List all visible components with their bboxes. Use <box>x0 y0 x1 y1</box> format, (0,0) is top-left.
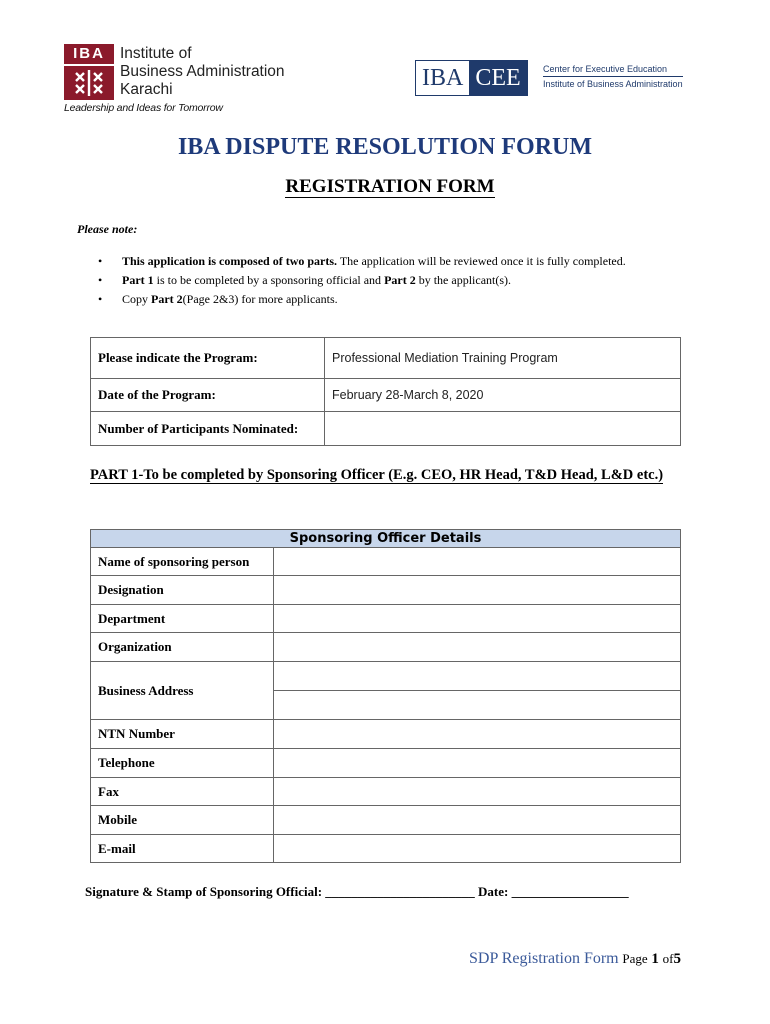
note-text: is to be completed by a sponsoring official and <box>153 273 385 287</box>
iba-name-line: Business Administration <box>120 63 285 80</box>
participants-field[interactable] <box>325 412 681 446</box>
footer-of-word: of <box>662 951 674 966</box>
sponsor-row <box>91 633 681 662</box>
sponsor-table <box>90 529 681 863</box>
cee-line2: Institute of Business Administration <box>543 76 683 91</box>
note-text: (Page 2&3) for more applicants. <box>182 292 338 306</box>
note-bold: Part 2 <box>151 292 183 306</box>
sponsor-label: E-mail <box>91 835 274 863</box>
sponsor-row <box>91 662 681 691</box>
iba-tagline: Leadership and Ideas for Tomorrow <box>64 102 223 114</box>
cee-line1: Center for Executive Education <box>543 64 668 74</box>
sponsor-label: Fax <box>91 778 274 806</box>
department-field[interactable] <box>274 605 681 633</box>
iba-emblem <box>64 44 114 100</box>
ntn-field[interactable] <box>274 720 681 749</box>
sponsor-label: Department <box>91 605 274 633</box>
business-address-field-1[interactable] <box>274 662 681 691</box>
email-field[interactable] <box>274 835 681 863</box>
sponsor-row <box>91 576 681 605</box>
participants-label: Number of Participants Nominated: <box>91 412 325 446</box>
program-value[interactable]: Professional Mediation Training Program <box>325 338 681 379</box>
part1-heading <box>90 466 690 485</box>
iba-emblem-pattern <box>64 66 114 100</box>
sponsor-row <box>91 605 681 633</box>
note-bold: This application is composed of two parts. <box>122 254 338 268</box>
footer-form-name: SDP Registration Form <box>468 950 619 967</box>
sponsor-label: NTN Number <box>91 720 274 749</box>
cee-logo-iba: IBA <box>416 61 469 95</box>
business-address-field-2[interactable] <box>274 691 681 720</box>
note-item <box>98 290 626 309</box>
cee-logo <box>415 60 685 96</box>
telephone-field[interactable] <box>274 749 681 778</box>
mobile-field[interactable] <box>274 806 681 835</box>
cee-logo-text <box>543 63 683 91</box>
cee-logo-box <box>415 60 528 96</box>
note-bold: Part 2 <box>384 273 416 287</box>
note-bold: Part 1 <box>122 273 154 287</box>
note-heading: Please note: <box>77 222 138 236</box>
sponsor-row <box>91 806 681 835</box>
sponsor-label: Business Address <box>91 662 274 720</box>
program-label: Please indicate the Program: <box>91 338 325 379</box>
note-item <box>98 271 626 290</box>
sponsor-row <box>91 548 681 576</box>
iba-logo <box>64 42 304 114</box>
program-row <box>91 338 681 379</box>
program-row <box>91 379 681 412</box>
footer-page-word: Page <box>622 951 648 966</box>
iba-emblem-text: IBA <box>64 44 114 64</box>
sponsor-header-row <box>91 530 681 548</box>
notes-list <box>98 252 626 309</box>
sponsor-row <box>91 720 681 749</box>
sponsor-label: Designation <box>91 576 274 605</box>
program-row <box>91 412 681 446</box>
organization-field[interactable] <box>274 633 681 662</box>
cee-logo-cee: CEE <box>469 61 526 95</box>
signature-line[interactable]: Signature & Stamp of Sponsoring Official: _______________________ Date: __________________ <box>85 884 629 899</box>
note-item <box>98 252 626 271</box>
note-text: The application will be reviewed once it is fully completed. <box>337 254 626 268</box>
sponsor-row <box>91 778 681 806</box>
sponsor-table-header: Sponsoring Officer Details <box>91 530 681 548</box>
program-date-value[interactable]: February 28-March 8, 2020 <box>325 379 681 412</box>
designation-field[interactable] <box>274 576 681 605</box>
sponsor-label: Mobile <box>91 806 274 835</box>
note-text: Copy <box>122 292 152 306</box>
iba-name-line: Institute of <box>120 45 192 62</box>
page-title: IBA DISPUTE RESOLUTION FORUM <box>177 134 593 160</box>
page-footer <box>469 950 681 968</box>
iba-name <box>120 45 285 99</box>
part1-heading-text: PART 1-To be completed by Sponsoring Officer (E.g. CEO, HR Head, T&D Head, L&D etc.) <box>90 467 664 483</box>
program-date-label: Date of the Program: <box>91 379 325 412</box>
sponsor-row <box>91 835 681 863</box>
iba-name-line: Karachi <box>120 81 173 98</box>
sponsor-label: Telephone <box>91 749 274 778</box>
program-table <box>90 337 681 446</box>
subtitle-text: REGISTRATION FORM <box>285 176 495 197</box>
page-subtitle <box>0 176 770 198</box>
footer-page-total: 5 <box>673 951 681 967</box>
footer-page-number: 1 <box>651 951 659 967</box>
fax-field[interactable] <box>274 778 681 806</box>
sponsor-label: Name of sponsoring person <box>91 548 274 576</box>
sponsor-row <box>91 749 681 778</box>
note-text: by the applicant(s). <box>415 273 512 287</box>
sponsor-name-field[interactable] <box>274 548 681 576</box>
sponsor-label: Organization <box>91 633 274 662</box>
